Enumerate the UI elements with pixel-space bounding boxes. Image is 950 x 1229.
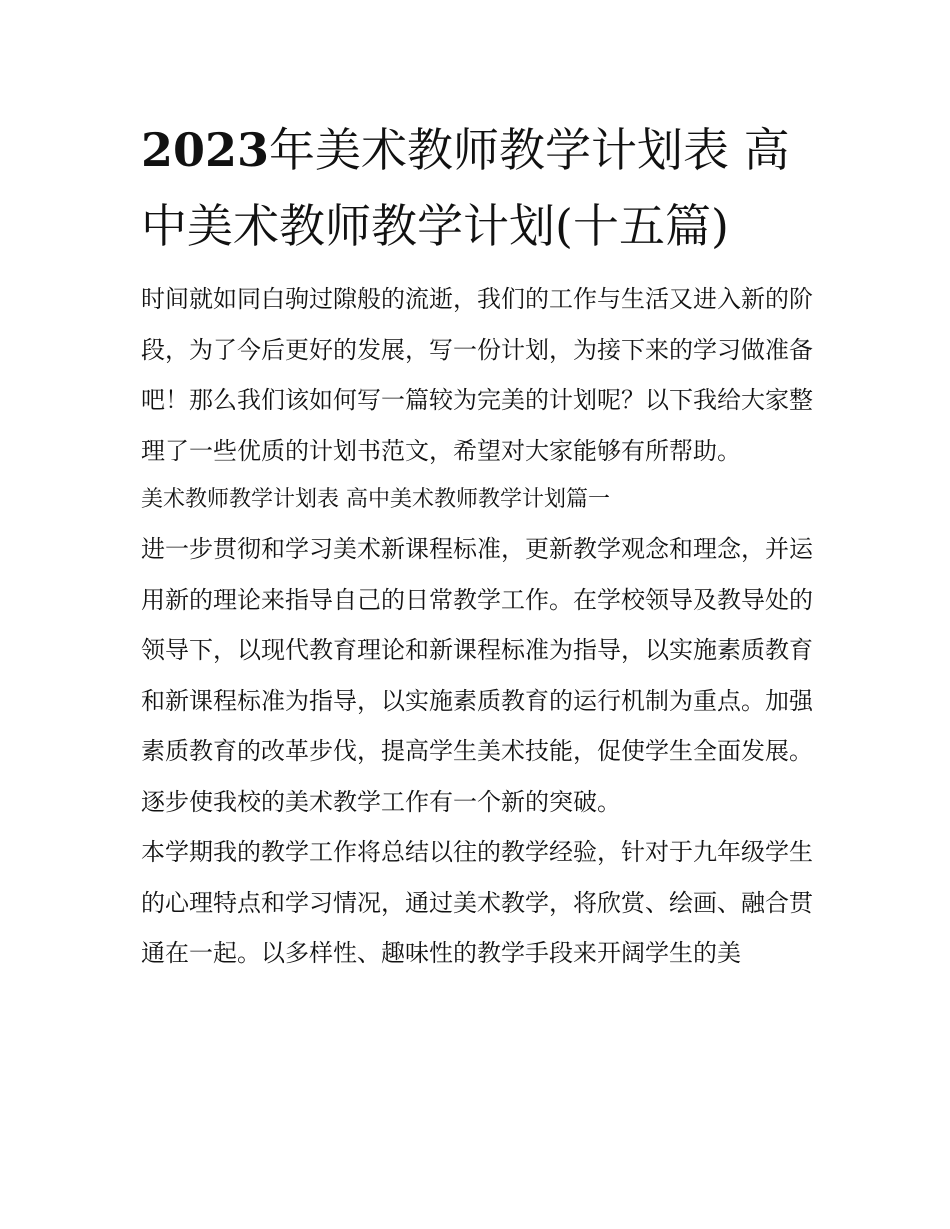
document-page — [141, 112, 813, 979]
document-title — [141, 112, 813, 264]
body-paragraph-1: 进一步贯彻和学习美术新课程标准，更新教学观念和理念，并运用新的理论来指导自己的日常教学工作。在学校领导及教导处的领导下，以现代教育理论和新课程标准为指导，以实施素质教育和新课程标准为指导，以实施素质教育的运行机制为重点。加强素质教育的改革步伐，提高学生美术技能，促使学生全面发展。逐步使我校的美术教学工作有一个新的突破。 — [141, 535, 813, 816]
title-year: 2023 — [141, 123, 270, 177]
title-text: 年美术教师教学计划表 高中美术教师教学计划(十五篇) — [141, 123, 790, 253]
intro-paragraph: 时间就如同白驹过隙般的流逝，我们的工作与生活又进入新的阶段，为了今后更好的发展，写一份计划，为接下来的学习做准备吧！那么我们该如何写一篇较为完美的计划呢？以下我给大家整理了一些优质的计划书范文，希望对大家能够有所帮助。 — [141, 285, 813, 465]
body-paragraph-2: 本学期我的教学工作将总结以往的教学经验，针对于九年级学生的心理特点和学习情况，通过美术教学，将欣赏、绘画、融合贯通在一起。以多样性、趣味性的教学手段来开阔学生的美 — [141, 838, 813, 967]
section-heading: 美术教师教学计划表 高中美术教师教学计划篇一 — [141, 487, 610, 512]
